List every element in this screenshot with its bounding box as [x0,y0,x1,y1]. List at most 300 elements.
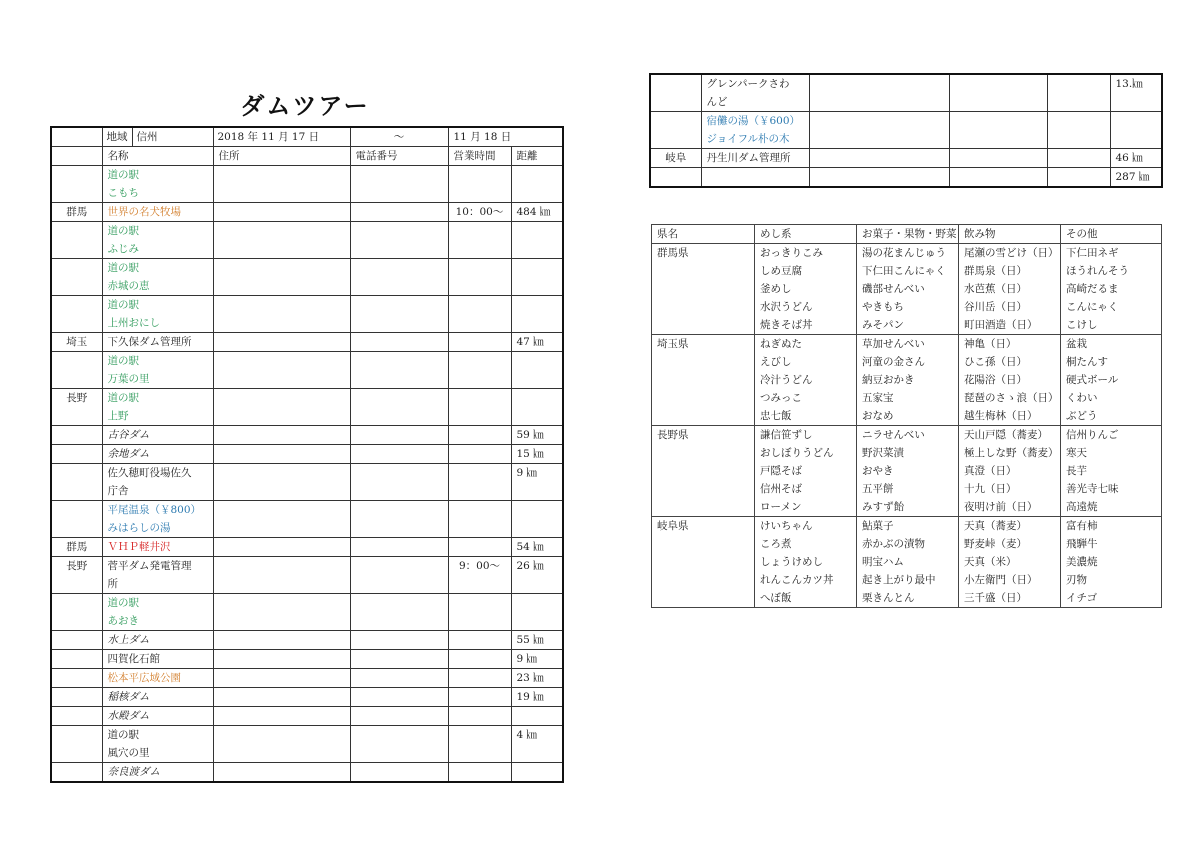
food-item-cell: 河童の金さん [857,353,959,371]
food-row [652,335,1162,354]
address-cell [213,650,350,669]
address-cell [213,166,350,203]
address-cell [213,352,350,389]
food-item-cell: しょうけめし [755,553,857,571]
place-name-cell [102,259,213,296]
food-pref-cell [652,444,755,462]
place-name-cell [102,203,213,222]
schedule-row [51,538,563,557]
region-cell [102,127,213,147]
address-cell [213,669,350,688]
food-item-cell: 信州そば [755,480,857,498]
phone-cell [350,538,448,557]
address-cell [213,726,350,763]
pref-cell [51,631,102,650]
place-name-line: 余地ダム [107,448,150,460]
place-name-line: グレンパークさわ [706,78,790,90]
food-item-cell: こんにゃく [1061,298,1162,316]
pref-cell [51,352,102,389]
food-row [652,426,1162,445]
hours-cell [448,538,511,557]
pref-cell [51,669,102,688]
food-item-cell: 硬式ボール [1061,371,1162,389]
food-item-cell: ねぎぬた [755,335,857,354]
food-item-cell: くわい [1061,389,1162,407]
food-item-cell: 下仁田ネギ [1061,244,1162,263]
phone-cell [350,763,448,783]
address-cell [213,707,350,726]
distance-cell: 9 ㎞ [511,650,563,669]
pref-cell [51,166,102,203]
phone-cell [350,669,448,688]
place-name-line: 佐久穂町役場佐久 [107,467,192,479]
food-item-cell: みそパン [857,316,959,335]
food-item-cell: 焼きそば丼 [755,316,857,335]
food-item-cell: 善光寺七味 [1061,480,1162,498]
phone-cell [350,389,448,426]
food-header-cell: めし系 [755,225,857,244]
place-name-line: 風穴の里 [107,747,150,759]
food-item-cell: おやき [857,462,959,480]
food-item-cell: 寒天 [1061,444,1162,462]
place-name-line: 水殿ダム [107,710,150,722]
place-name-line: 菅平ダム発電管理 [107,560,192,572]
hours-cell [448,669,511,688]
schedule-row [51,557,563,594]
food-item-cell: ローメン [755,498,857,517]
place-name-cell [102,538,213,557]
food-item-cell: 刃物 [1061,571,1162,589]
place-name-line: あおき [107,615,139,627]
food-item-cell: 五家宝 [857,389,959,407]
food-item-cell: 草加せんべい [857,335,959,354]
food-pref-cell [652,480,755,498]
distance-header: 距離 [511,147,563,166]
distance-cell: 59 ㎞ [511,426,563,445]
schedule-row [51,296,563,333]
place-name-line: みはらしの湯 [107,522,171,534]
food-pref-cell [652,462,755,480]
food-item-cell: 信州りんご [1061,426,1162,445]
place-name-line: 所 [107,578,118,590]
food-row [652,371,1162,389]
food-item-cell: 群馬泉（日） [959,262,1061,280]
food-row [652,280,1162,298]
phone-cell [350,259,448,296]
hours-cell [448,763,511,783]
place-name-cell [701,168,809,188]
place-name-line: 下久保ダム管理所 [107,336,192,348]
food-item-cell: おしぼりうどん [755,444,857,462]
food-pref-cell [652,316,755,335]
food-row [652,517,1162,536]
hours-cell [448,650,511,669]
pref-cell [51,464,102,501]
food-item-cell: 湯の花まんじゅう [857,244,959,263]
distance-cell [511,352,563,389]
pref-cell [650,168,701,188]
place-name-cell [102,296,213,333]
food-item-cell: 小左衛門（日） [959,571,1061,589]
place-name-cell [102,333,213,352]
place-name-cell [102,669,213,688]
place-name-line: ふじみ [107,243,139,255]
food-pref-cell [652,589,755,608]
food-row [652,444,1162,462]
place-name-cell [701,149,809,168]
phone-cell [350,557,448,594]
distance-cell [511,222,563,259]
phone-header: 電話番号 [350,147,448,166]
food-item-cell: 越生梅林（日） [959,407,1061,426]
schedule-row [51,707,563,726]
place-name-line: んど [706,96,728,108]
phone-cell [350,222,448,259]
place-name-cell [102,650,213,669]
food-item-cell: 赤かぶの漬物 [857,535,959,553]
distance-cell [511,501,563,538]
distance-cell: 23 ㎞ [511,669,563,688]
food-item-cell: 冷汁うどん [755,371,857,389]
place-name-line: 道の駅 [107,355,139,367]
address-cell [213,557,350,594]
hours-cell [448,352,511,389]
place-name-line: ＶＨＰ軽井沢 [107,541,171,553]
address-cell [213,296,350,333]
route-row [650,74,1162,112]
address-cell [809,149,949,168]
region-label-cell [51,127,102,147]
food-pref-cell [652,498,755,517]
place-name-line: 万葉の里 [107,373,150,385]
food-pref-cell [652,389,755,407]
pref-cell [51,726,102,763]
address-cell [213,688,350,707]
pref-cell [51,594,102,631]
food-row [652,262,1162,280]
route-row [650,168,1162,188]
schedule-row [51,222,563,259]
place-name-cell [701,74,809,112]
food-item-cell: やきもち [857,298,959,316]
food-header-cell: お菓子・果物・野菜 [857,225,959,244]
distance-cell: 13.㎞ [1110,74,1162,112]
hours-cell [1047,74,1110,112]
place-name-line: ジョイフル朴の木 [706,133,790,145]
food-item-cell: 天山戸隠（蕎麦） [959,426,1061,445]
place-name-line: 四賀化石館 [107,653,160,665]
food-item-cell: 富有柿 [1061,517,1162,536]
place-name-cell [701,112,809,149]
food-item-cell: しめ豆腐 [755,262,857,280]
address-cell [213,594,350,631]
distance-cell [511,763,563,783]
distance-cell: 287 ㎞ [1110,168,1162,188]
place-name-line: 上州おにし [107,317,160,329]
food-item-cell: へぼ飯 [755,589,857,608]
place-name-line: 上野 [107,410,129,422]
place-name-line: 平尾温泉（￥800） [107,504,202,516]
schedule-row [51,669,563,688]
start-date: 2018 年 11 月 17 日 [213,127,350,147]
address-cell [213,259,350,296]
place-name-line: 道の駅 [107,299,139,311]
place-name-line: 稲核ダム [107,691,150,703]
place-name-line: 世界の名犬牧場 [107,206,181,218]
place-name-cell [102,445,213,464]
hours-cell [1047,168,1110,188]
food-item-cell: 下仁田こんにゃく [857,262,959,280]
hours-cell [448,389,511,426]
food-pref-cell [652,353,755,371]
phone-cell [350,688,448,707]
schedule-row [51,688,563,707]
food-item-cell: 明宝ハム [857,553,959,571]
pref-cell: 岐阜 [650,149,701,168]
phone-cell [350,464,448,501]
food-item-cell: おっきりこみ [755,244,857,263]
food-pref-cell: 埼玉県 [652,335,755,354]
food-item-cell: 神亀（日） [959,335,1061,354]
place-name-line: 道の駅 [107,597,139,609]
food-item-cell: 天真（蕎麦） [959,517,1061,536]
food-item-cell: みすず飴 [857,498,959,517]
column-header-row [51,147,563,166]
hours-cell [448,426,511,445]
distance-cell: 15 ㎞ [511,445,563,464]
route-row [650,149,1162,168]
schedule-row [51,166,563,203]
place-name-cell [102,426,213,445]
hours-cell [448,726,511,763]
food-header-cell: その他 [1061,225,1162,244]
place-name-cell [102,557,213,594]
pref-header [51,147,102,166]
pref-cell [51,445,102,464]
page-title: ダムツアー [240,92,370,120]
route-continuation-table [649,73,1163,188]
schedule-row [51,763,563,783]
food-item-cell: 盆栽 [1061,335,1162,354]
hours-cell [448,259,511,296]
region-label: 地域 [103,128,133,146]
pref-cell [51,222,102,259]
food-item-cell: 夜明け前（日） [959,498,1061,517]
place-name-line: 水上ダム [107,634,150,646]
food-item-cell: 真澄（日） [959,462,1061,480]
food-item-cell: 十九（日） [959,480,1061,498]
food-row [652,553,1162,571]
place-name-line: 奈良渡ダム [107,766,160,778]
pref-cell [51,763,102,783]
hours-cell [448,222,511,259]
schedule-row [51,333,563,352]
place-name-cell [102,464,213,501]
food-item-cell: れんこんカツ丼 [755,571,857,589]
address-cell [809,112,949,149]
food-item-cell: 戸隠そば [755,462,857,480]
food-item-cell: 高崎だるま [1061,280,1162,298]
food-item-cell: ころ煮 [755,535,857,553]
food-pref-cell: 群馬県 [652,244,755,263]
address-cell [213,389,350,426]
food-item-cell: ニラせんべい [857,426,959,445]
schedule-row [51,445,563,464]
hours-cell [448,464,511,501]
name-header: 名称 [102,147,213,166]
schedule-row [51,426,563,445]
food-item-cell: 花陽浴（日） [959,371,1061,389]
food-item-cell: 町田酒造（日） [959,316,1061,335]
place-name-cell [102,631,213,650]
food-item-cell: 納豆おかき [857,371,959,389]
address-cell [213,426,350,445]
food-header-cell: 飲み物 [959,225,1061,244]
schedule-row [51,594,563,631]
schedule-row [51,650,563,669]
food-pref-cell [652,407,755,426]
phone-cell [350,445,448,464]
distance-cell: 4 ㎞ [511,726,563,763]
schedule-table [50,126,564,783]
food-item-cell: 高遠焼 [1061,498,1162,517]
food-row [652,389,1162,407]
food-row [652,462,1162,480]
hours-cell [1047,112,1110,149]
phone-cell [350,166,448,203]
distance-cell [511,259,563,296]
place-name-line: 古谷ダム [107,429,150,441]
food-header-cell: 県名 [652,225,755,244]
place-name-line: 道の駅 [107,225,139,237]
place-name-cell [102,688,213,707]
place-name-line: 松本平広域公園 [107,672,181,684]
address-cell [213,631,350,650]
route-row [650,112,1162,149]
pref-cell [51,259,102,296]
pref-cell [650,74,701,112]
schedule-row [51,389,563,426]
food-pref-cell [652,262,755,280]
distance-cell [511,594,563,631]
distance-cell [511,707,563,726]
date-tilde: ～ [350,127,448,147]
food-item-cell: ほうれんそう [1061,262,1162,280]
distance-cell: 26 ㎞ [511,557,563,594]
pref-cell [51,650,102,669]
food-item-cell: 水芭蕉（日） [959,280,1061,298]
food-item-cell: 桐たんす [1061,353,1162,371]
phone-cell [350,631,448,650]
food-row [652,589,1162,608]
pref-cell [51,426,102,445]
hours-cell [448,445,511,464]
address-header: 住所 [213,147,350,166]
food-item-cell: 飛騨牛 [1061,535,1162,553]
pref-cell: 埼玉 [51,333,102,352]
local-food-table [651,224,1162,608]
food-row [652,535,1162,553]
food-item-cell: 天真（米） [959,553,1061,571]
place-name-cell [102,222,213,259]
pref-cell: 長野 [51,389,102,426]
food-row [652,298,1162,316]
food-item-cell: 尾瀬の雪どけ（日） [959,244,1061,263]
hours-cell [448,631,511,650]
schedule-row [51,464,563,501]
schedule-row [51,352,563,389]
hours-cell [448,501,511,538]
food-item-cell: えびし [755,353,857,371]
food-pref-cell [652,553,755,571]
schedule-row [51,259,563,296]
hours-header: 営業時間 [448,147,511,166]
phone-cell [350,501,448,538]
food-pref-cell [652,571,755,589]
hours-cell [448,166,511,203]
food-item-cell: 磯部せんべい [857,280,959,298]
address-cell [213,501,350,538]
schedule-row [51,631,563,650]
phone-cell [949,168,1047,188]
hours-cell [448,594,511,631]
hours-cell [448,688,511,707]
food-pref-cell: 長野県 [652,426,755,445]
phone-cell [350,296,448,333]
food-item-cell: イチゴ [1061,589,1162,608]
place-name-cell [102,352,213,389]
food-item-cell: 釜めし [755,280,857,298]
food-item-cell: 起き上がり最中 [857,571,959,589]
hours-cell [448,333,511,352]
food-item-cell: 琵琶のさゝ浪（日） [959,389,1061,407]
food-row [652,571,1162,589]
address-cell [213,538,350,557]
schedule-row [51,726,563,763]
place-name-cell [102,389,213,426]
distance-cell: 484 ㎞ [511,203,563,222]
food-item-cell: こけし [1061,316,1162,335]
schedule-row [51,203,563,222]
place-name-line: 宿儺の湯（￥600） [706,115,801,127]
food-item-cell: 水沢うどん [755,298,857,316]
food-row [652,353,1162,371]
place-name-line: 道の駅 [107,169,139,181]
distance-cell [511,166,563,203]
distance-cell: 9 ㎞ [511,464,563,501]
distance-cell [511,296,563,333]
address-cell [213,333,350,352]
hours-cell [448,707,511,726]
food-row [652,244,1162,263]
food-row [652,316,1162,335]
hours-cell: 9：00～ [448,557,511,594]
schedule-row [51,501,563,538]
phone-cell [350,726,448,763]
schedule-meta-row [51,127,563,147]
place-name-line: こもち [107,187,139,199]
food-item-cell: 謙信笹ずし [755,426,857,445]
address-cell [809,168,949,188]
address-cell [213,445,350,464]
region-value: 信州 [136,131,158,143]
food-item-cell: つみっこ [755,389,857,407]
distance-cell: 55 ㎞ [511,631,563,650]
food-row [652,407,1162,426]
food-row [652,480,1162,498]
place-name-cell [102,763,213,783]
food-item-cell: 谷川岳（日） [959,298,1061,316]
